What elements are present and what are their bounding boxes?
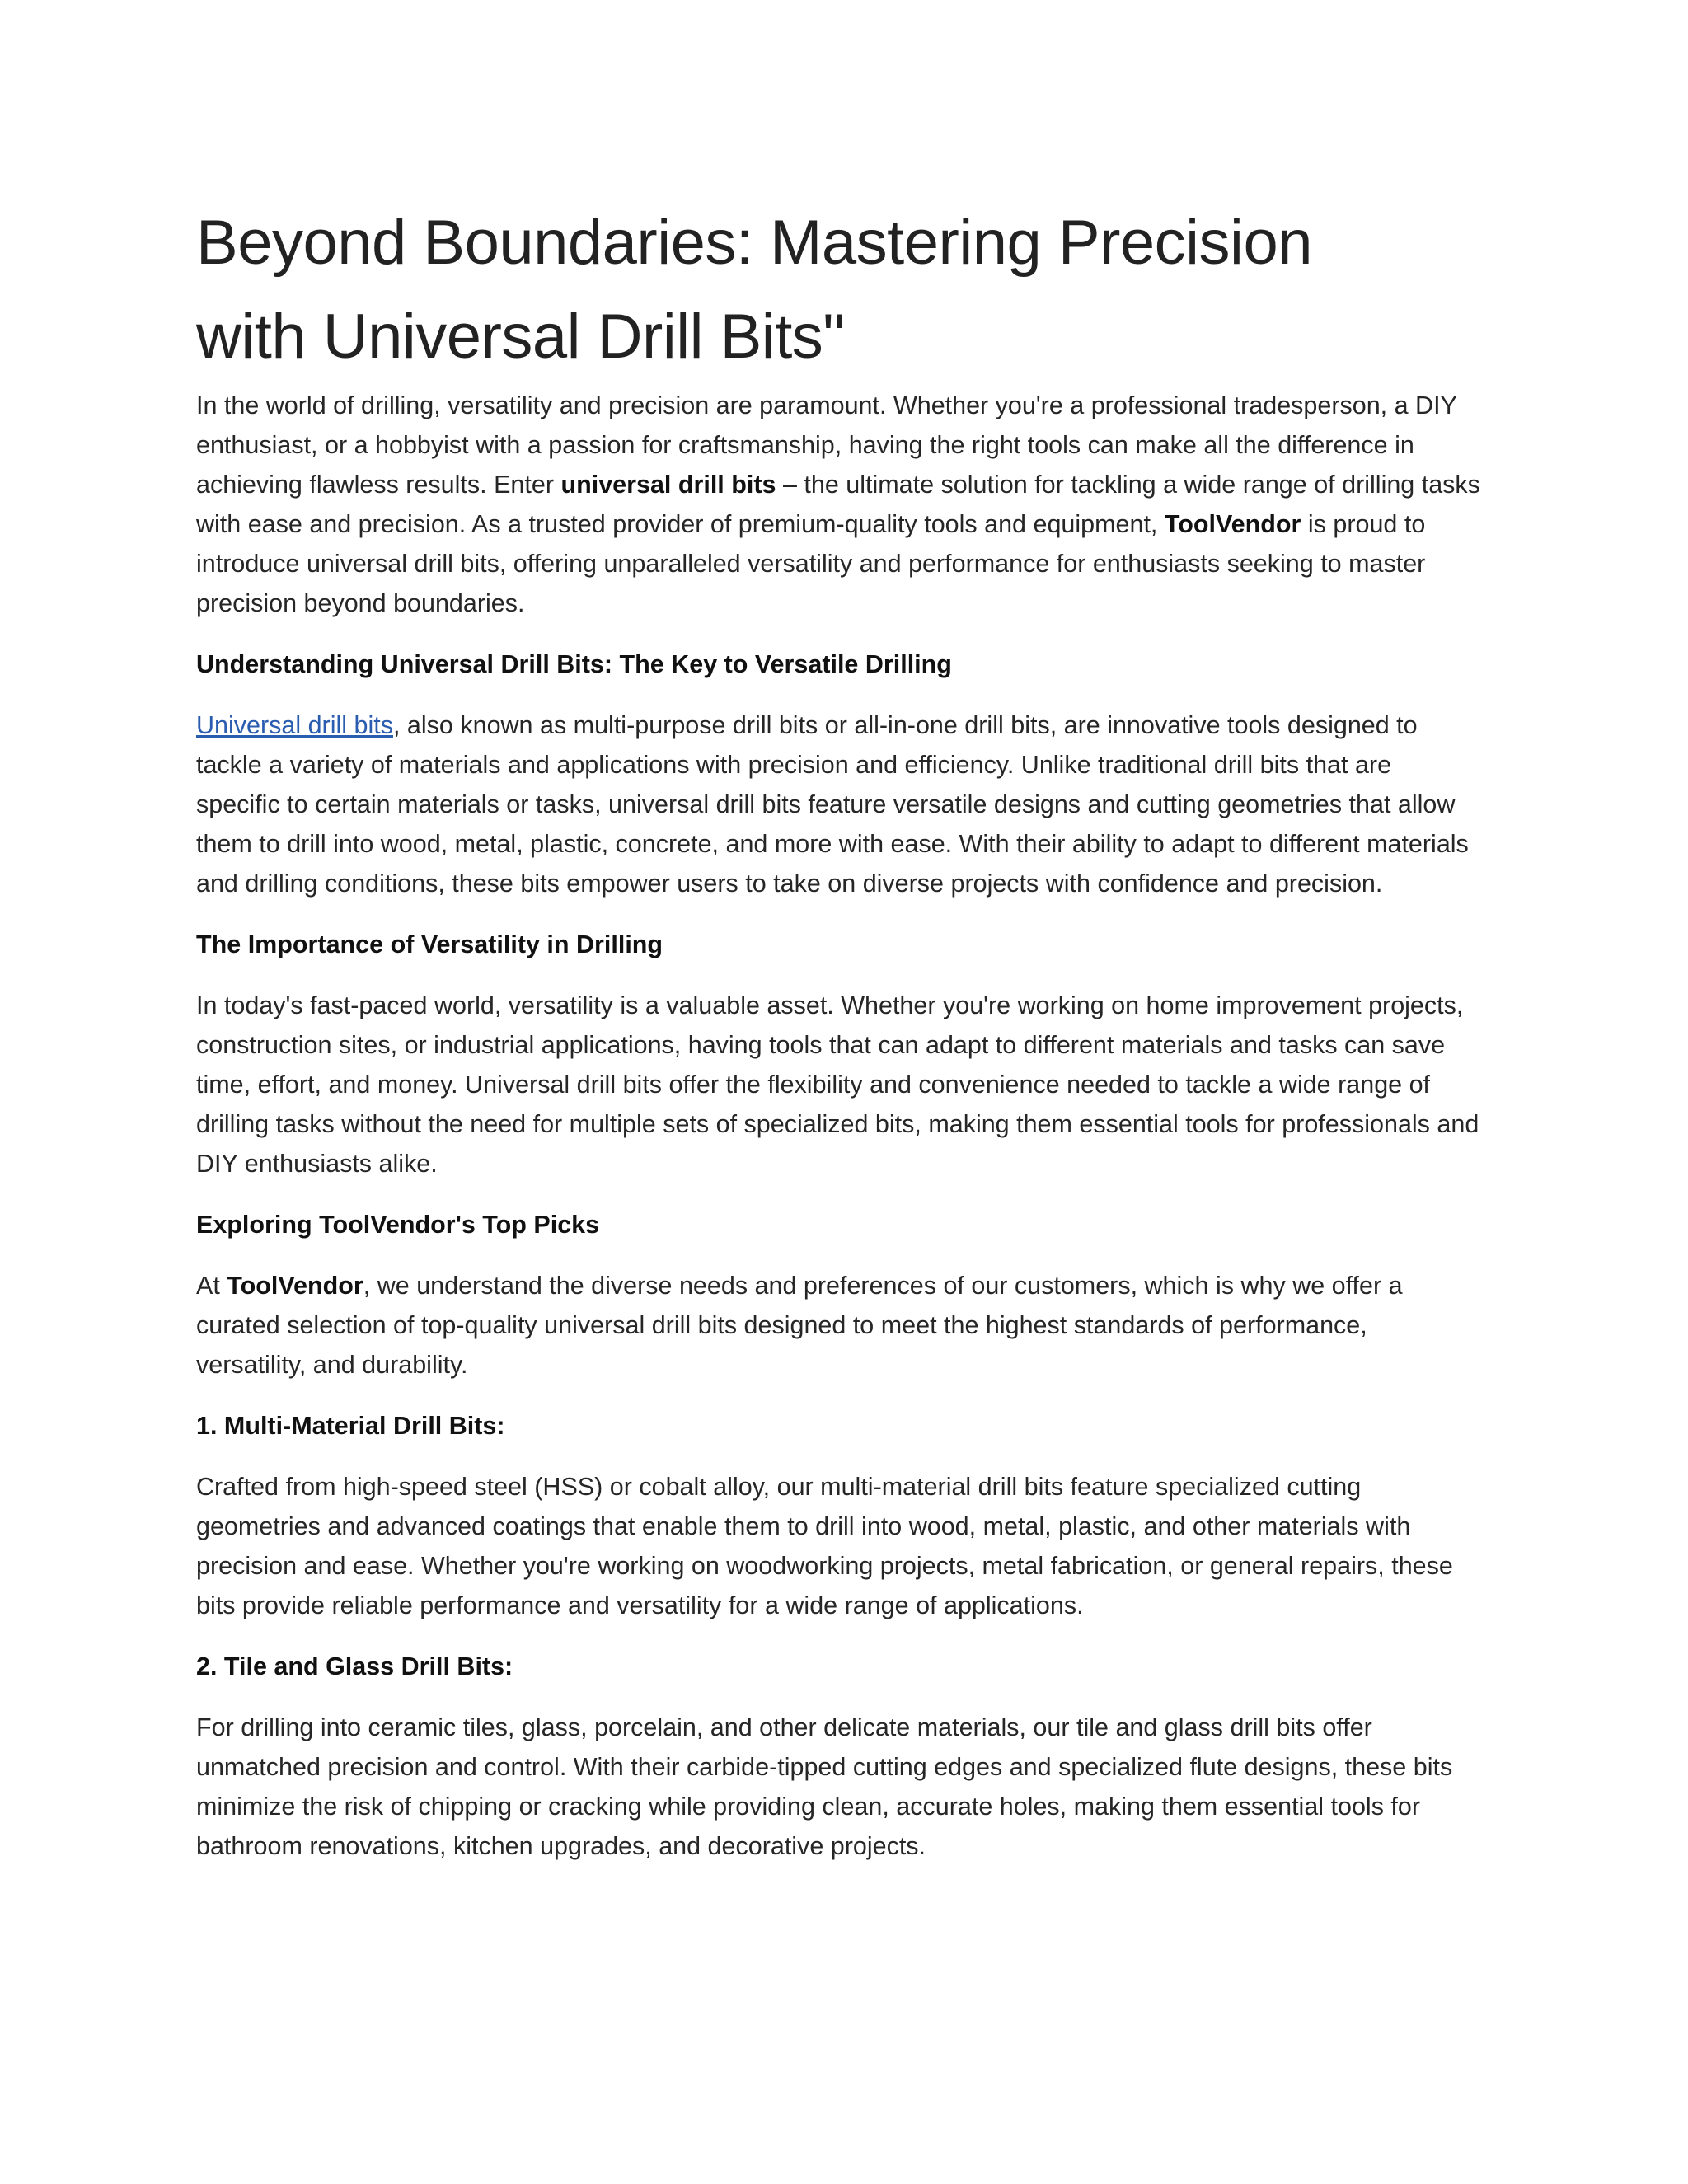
section-text-understanding: , also known as multi-purpose drill bits or all-in-one drill bits, are innovative tools designed to tackle a variety of materials and applications with precision and efficiency. Unlike traditional drill bits that are specific to certain materials or tasks, universal drill bits feature versatile designs and cutting geometries that allow them to drill into wood, metal, plastic, concrete, and more with ease. With their ability to adapt to different materials and drilling conditions, these bits empower users to take on diverse projects with confidence and precision. (196, 711, 1469, 898)
intro-bold-universal-drill-bits: universal drill bits (560, 471, 776, 499)
top-picks-text-2: , we understand the diverse needs and preferences of our customers, which is why we offer a curated selection of top-quality universal drill bits designed to meet the highest standards of performance, versatility, and durability. (196, 1272, 1403, 1379)
section-heading-importance: The Importance of Versatility in Drilling (196, 930, 663, 958)
intro-paragraph (196, 386, 1482, 623)
intro-text-1: In the world of drilling, versatility and precision are paramount. Whether you're a professional tradesperson, a DIY enthusiast, or a hobbyist with a passion for craftsmanship, having the right tools can make all the difference in achieving flawless results. Enter (196, 391, 1457, 499)
section-heading-multi-material: 1. Multi-Material Drill Bits: (196, 1412, 505, 1440)
section-paragraph-top-picks (196, 1266, 1482, 1385)
section-paragraph-understanding (196, 705, 1482, 903)
top-picks-bold-toolvendor: ToolVendor (227, 1272, 363, 1300)
section-paragraph-importance: In today's fast-paced world, versatility is a valuable asset. Whether you're working on home improvement projects, construction sites, or industrial applications, having tools that can adapt to different materials and tasks can save time, effort, and money. Universal drill bits offer the flexibility and convenience needed to tackle a wide range of drilling tasks without the need for multiple sets of specialized bits, making them essential tools for professionals and DIY enthusiasts alike. (196, 991, 1479, 1178)
section-heading-tile-glass: 2. Tile and Glass Drill Bits: (196, 1652, 513, 1680)
universal-drill-bits-link[interactable]: Universal drill bits (196, 711, 393, 739)
title-line-2: with Universal Drill Bits" (196, 302, 845, 372)
section-paragraph-multi-material: Crafted from high-speed steel (HSS) or cobalt alloy, our multi-material drill bits feature specialized cutting geometries and advanced coatings that enable them to drill into wood, metal, plastic, and other materials with precision and ease. Whether you're working on woodworking projects, metal fabrication, or general repairs, these bits provide reliable performance and versatility for a wide range of applications. (196, 1473, 1453, 1619)
page-title (196, 196, 1482, 384)
section-heading-understanding: Understanding Universal Drill Bits: The Key to Versatile Drilling (196, 650, 952, 678)
document-page (196, 196, 1482, 1866)
section-paragraph-tile-glass: For drilling into ceramic tiles, glass, porcelain, and other delicate materials, our tile and glass drill bits offer unmatched precision and control. With their carbide-tipped cutting edges and specialized flute designs, these bits minimize the risk of chipping or cracking while providing clean, accurate holes, making them essential tools for bathroom renovations, kitchen upgrades, and decorative projects. (196, 1713, 1453, 1860)
intro-bold-toolvendor: ToolVendor (1164, 510, 1301, 538)
section-heading-top-picks: Exploring ToolVendor's Top Picks (196, 1211, 600, 1239)
intro-text-2: – the ultimate solution for tackling a wide range of drilling tasks with ease and precision. As a trusted provider of premium-quality tools and equipment, (196, 471, 1480, 538)
title-line-1: Beyond Boundaries: Mastering Precision (196, 208, 1312, 278)
top-picks-text-1: At (196, 1272, 227, 1300)
intro-text-3: is proud to introduce universal drill bits, offering unparalleled versatility and performance for enthusiasts seeking to master precision beyond boundaries. (196, 510, 1426, 617)
